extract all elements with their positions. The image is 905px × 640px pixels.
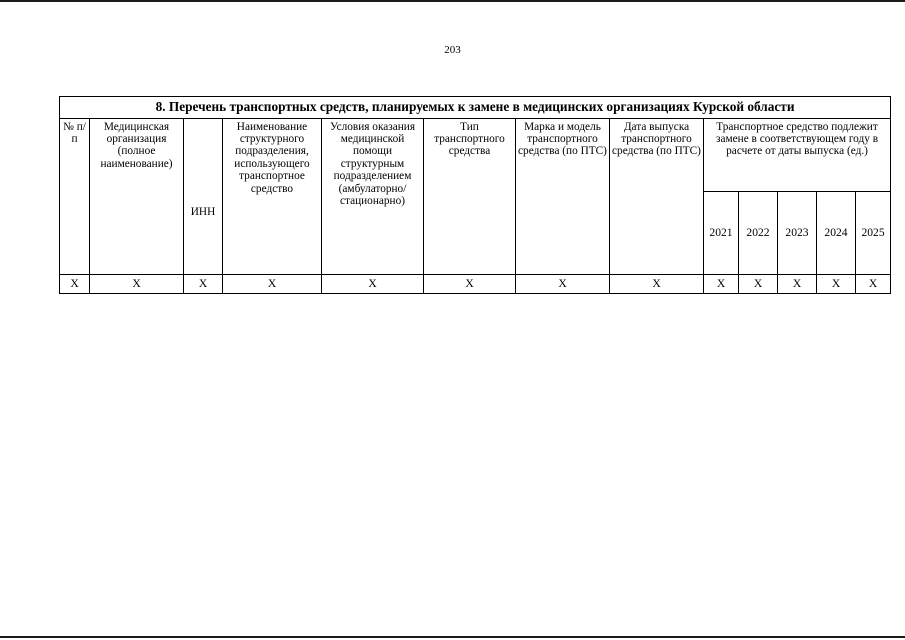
header-vehicle-type: Тип транспортного средства [424,118,516,275]
header-model: Марка и модель транспортного средства (по ПТС) [516,118,610,275]
table-title-row [60,97,891,119]
table-cell: Х [610,275,704,294]
table-title: 8. Перечень транспортных средств, планируемых к замене в медицинских организациях Курской области [60,97,891,119]
page-bottom-edge [0,636,905,638]
table-cell: Х [223,275,322,294]
header-organization: Медицинская организация (полное наименование) [90,118,184,275]
table-header-row [60,118,891,191]
table-cell: Х [704,275,739,294]
transport-replacement-table [59,96,891,294]
header-year: 2021 [704,191,739,275]
table-row [60,275,891,294]
table-cell: Х [60,275,90,294]
header-num: № п/п [60,118,90,275]
table-cell: Х [90,275,184,294]
header-replacement: Транспортное средство подлежит замене в соответствующем году в расчете от даты выпуска (ед.) [704,118,891,191]
header-conditions: Условия оказания медицинской помощи структурным подразделением (амбулаторно/ стационарно) [322,118,424,275]
table-cell: Х [778,275,817,294]
header-year: 2024 [817,191,856,275]
header-inn: ИНН [184,118,223,275]
header-unit: Наименование структурного подразделения, использующего транспортное средство [223,118,322,275]
table-cell: Х [739,275,778,294]
table-cell: Х [516,275,610,294]
header-release-date: Дата выпуска транспортного средства (по ПТС) [610,118,704,275]
header-year: 2022 [739,191,778,275]
header-year: 2023 [778,191,817,275]
page-top-edge [0,0,905,2]
table-cell: Х [322,275,424,294]
table-cell: Х [817,275,856,294]
page-number: 203 [444,44,461,56]
table-cell: Х [424,275,516,294]
table-cell: Х [856,275,891,294]
header-year: 2025 [856,191,891,275]
table-cell: Х [184,275,223,294]
